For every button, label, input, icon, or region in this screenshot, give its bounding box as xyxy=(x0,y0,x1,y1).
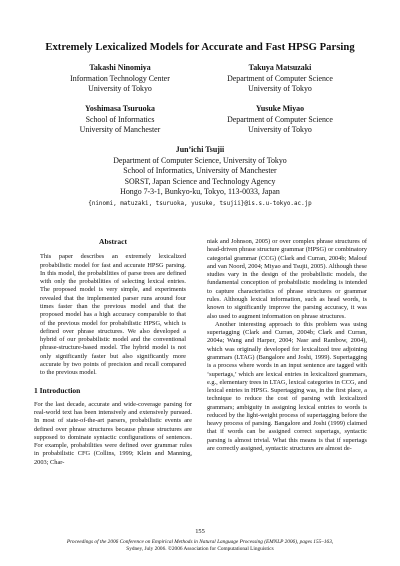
author-affiliation: School of Informatics xyxy=(85,114,155,124)
author-affiliation: SORST, Japan Science and Technology Agency xyxy=(124,176,276,186)
paragraph: For the last decade, accurate and wide-coverage parsing for real-world text has been intensively and extensively pursued. In most of state-of-the-art parsers, probabilistic events are defined over phrase structures because phrase structures are supposed to dominate syntactic configurations of sentences. For example, probabilities were defined over grammar rules in probabilistic CFG (Collins, 1999; Klein and Manning, 2003; Char- xyxy=(34,400,192,466)
author-affiliation: University of Tokyo xyxy=(248,84,312,94)
abstract-heading: Abstract xyxy=(99,237,127,246)
section-heading: 1 Introduction xyxy=(34,385,81,395)
author-affiliation: University of Manchester xyxy=(79,125,161,135)
footer xyxy=(0,539,400,553)
author-affiliation: School of Informatics, University of Manchester xyxy=(123,166,277,176)
paragraph: Another interesting approach to this problem was using supertagging (Clark and Curran, 2004b; Clark and Curran, 2004a; Wang and Harper, 2004; Nasr and Rambow, 2004), which was originally developed for lexicalized tree adjoining grammars (LTAG) (Bangalore and Joshi, 1999). Supertagging is a process where words in an input sentence are tagged with ‘supertags,’ which are lexical entries in lexicalized grammars, e.g., elementary trees in LTAG, lexical categories in CCG, and lexical entries in HPSG. Supertagging was, in the first place, a technique to reduce the cost of parsing with lexicalized grammars; ambiguity in assigning lexical entries to words is reduced by the light-weight process of supertagging before the heavy process of parsing. Bangalore and Joshi (1999) claimed that if words can be assigned correct supertags, syntactic parsing is almost trivial. What this means is that if supertags are correctly assigned, syntactic structures are almost de- xyxy=(207,320,367,453)
author-block xyxy=(40,145,360,210)
footer-proceedings: Proceedings of the 2006 Conference on Empirical Methods in Natural Language Processing (EMNLP 2006), pages 155–163, xyxy=(66,539,334,545)
author-block xyxy=(40,104,200,136)
author-affiliation: Department of Computer Science, University of Tokyo xyxy=(113,155,287,165)
author-name: Jun’ichi Tsujii xyxy=(175,145,225,154)
author-block xyxy=(200,104,360,136)
page-number: 155 xyxy=(195,528,205,535)
author-block xyxy=(40,63,200,95)
author-name: Takashi Ninomiya xyxy=(89,63,151,72)
author-affiliation: University of Tokyo xyxy=(88,84,152,94)
author-name: Yoshimasa Tsuruoka xyxy=(85,104,155,113)
author-affiliation: Department of Computer Science xyxy=(227,114,333,124)
abstract-text: This paper describes an extremely lexicalized probabilistic model for fast and accurate HPSG parsing. In this model, the probabilities of parse trees are defined with only the probabilities of selecting lexical entries. The proposed model is very simple, and experiments revealed that the implemented parser runs around four times faster than the previous model and that the proposed model has a high accuracy comparable to that of the previous model for probabilistic HPSG, which is defined over phrase structures. We also developed a hybrid of our probabilistic model and the conventional phrase-structure-based model. The hybrid model is not only significantly faster but also significantly more accurate by two points of precision and recall compared to the previous model. xyxy=(40,253,186,377)
author-affiliation: University of Tokyo xyxy=(248,125,312,135)
paper-title: Extremely Lexicalized Models for Accurate and Fast HPSG Parsing xyxy=(45,42,355,53)
left-column xyxy=(34,238,192,467)
author-affiliation: Hongo 7-3-1, Bunkyo-ku, Tokyo, 113-0033, Japan xyxy=(120,187,280,197)
footer-copyright: Sydney, July 2006. ©2006 Association for Computational Linguistics xyxy=(126,546,274,553)
author-affiliation: Information Technology Center xyxy=(70,73,170,83)
author-affiliation: Department of Computer Science xyxy=(227,73,333,83)
author-email: {ninomi, matuzaki, tsuruoka, yusuke, tsujii}@is.s.u-tokyo.ac.jp xyxy=(88,200,312,207)
author-name: Yusuke Miyao xyxy=(255,104,305,113)
author-name: Takuya Matsuzaki xyxy=(248,63,312,72)
paragraph: niak and Johnson, 2005) or over complex phrase structures of head-driven phrase structure grammar (HPSG) or combinatory categorial grammar (CCG) (Clark and Curran, 2004b; Malouf and van Noord, 2004; Miyao and Tsujii, 2005). Although these studies vary in the design of the probabilistic models, the fundamental conception of probabilistic modeling is intended to capture characteristics of phrase structures or grammar rules. Although lexical information, such as head words, is known to significantly improve the parsing accuracy, it was also used to augment information on phrase structures. xyxy=(207,238,367,320)
author-block xyxy=(200,63,360,95)
right-column xyxy=(207,238,367,453)
